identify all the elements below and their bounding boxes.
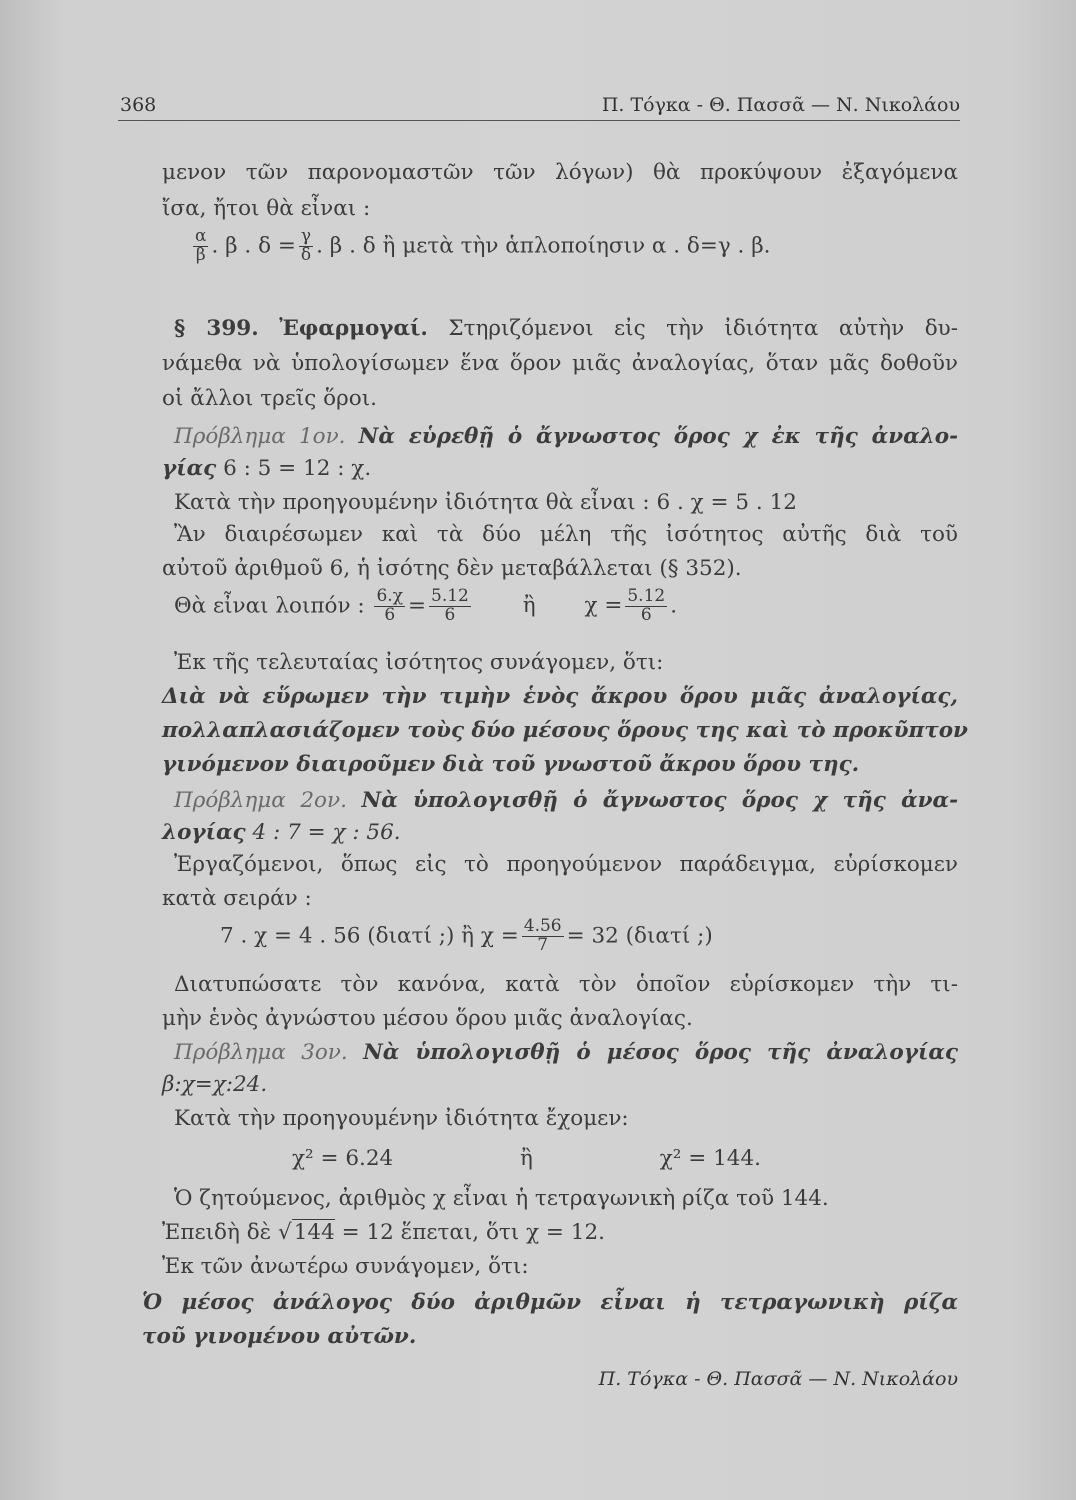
problem-3-title: Πρόβλημα 3ον. Νὰ ὑπολογισθῇ ὁ μέσος ὅρος τῆς ἀναλογίας	[174, 1040, 958, 1065]
text-line: Κατὰ τὴν προηγουμένην ἰδιότητα θὰ εἶναι : 6 . χ = 5 . 12	[174, 490, 797, 515]
problem-1-title: Πρόβλημα 1ον. Νὰ εὑρεθῇ ὁ ἄγνωστος ὅρος χ ἐκ τῆς ἀναλο-	[174, 424, 959, 449]
section-399-heading: § 399. Ἐφαρμογαί. Στηριζόμενοι εἰς τὴν ἰδιότητα αὐτὴν δυ-	[174, 316, 958, 341]
text-line: κατὰ σειράν :	[162, 886, 312, 911]
equation-1: $\frac{\alpha}{\beta}$ . β . δ = $\frac{\gamma}{\delta}$ . β . δ ἢ μετὰ τὴν ἁπλοποίησιν α . δ=γ . β.	[195, 226, 771, 265]
problem-2-title: Πρόβλημα 2ον. Νὰ ὑπολογισθῇ ὁ ἄγνωστος ὅρος χ τῆς ἀνα-	[174, 788, 958, 813]
problem-3-equation: β:χ=χ:24.	[162, 1072, 268, 1097]
fraction: $\frac{\alpha}{\beta}$	[195, 226, 207, 265]
equation-3: 7 . χ = 4 . 56 (διατί ;) ἢ χ = $\frac{4.56}{7}$ = 32 (διατί ;)	[220, 916, 713, 955]
text-line: Κατὰ τὴν προηγουμένην ἰδιότητα ἔχομεν:	[174, 1106, 629, 1131]
problem-2-title-cont: λογίας 4 : 7 = χ : 56.	[162, 820, 401, 845]
text-line: Διατυπώσατε τὸν κανόνα, κατὰ τὸν ὁποῖον εὑρίσκομεν τὴν τι-	[174, 972, 958, 997]
text-line: Ἐργαζόμενοι, ὅπως εἰς τὸ προηγούμενον παράδειγμα, εὑρίσκομεν	[174, 852, 958, 877]
equation-2: Θὰ εἶναι λοιπόν : $\frac{6.\chi}{6}$ = $\frac{5.12}{6}$ ἢ χ = $\frac{5.12}{6}$ .	[174, 586, 678, 625]
text-line: οἱ ἄλλοι τρεῖς ὅροι.	[162, 386, 377, 411]
text-line: Ἐκ τῆς τελευταίας ἰσότητος συνάγομεν, ὅτι:	[174, 650, 664, 675]
rule-line: Ὁ μέσος ἀνάλογος δύο ἀριθμῶν εἶναι ἡ τετραγωνικὴ ρίζα	[142, 1290, 958, 1315]
fraction: $\frac{6.\chi}{6}$	[376, 586, 403, 625]
fraction: $\frac{5.12}{6}$	[431, 586, 469, 625]
equation-4: χ² = 6.24 ἢ χ² = 144.	[292, 1146, 761, 1171]
footer-authors: Π. Τόγκα - Θ. Πασσᾶ — Ν. Νικολάου	[598, 1368, 958, 1390]
fraction: $\frac{5.12}{6}$	[627, 586, 666, 625]
running-header	[118, 94, 960, 121]
header-authors: Π. Τόγκα - Θ. Πασσᾶ — Ν. Νικολάου	[601, 94, 960, 116]
text-line: αὐτοῦ ἀριθμοῦ 6, ἡ ἰσότης δὲν μεταβάλλεται (§ 352).	[162, 556, 742, 581]
fraction: $\frac{4.56}{7}$	[523, 916, 562, 955]
sqrt-line: Ἐπειδὴ δὲ √144 = 12 ἕπεται, ὅτι χ = 12.	[162, 1220, 605, 1245]
text-line: μενον τῶν παρονομαστῶν τῶν λόγων) θὰ προκύψουν ἐξαγόμενα	[162, 160, 958, 185]
page-number: 368	[120, 94, 157, 116]
rule-line: Διὰ νὰ εὕρωμεν τὴν τιμὴν ἑνὸς ἄκρου ὅρου μιᾶς ἀναλογίας,	[162, 684, 958, 709]
text-line: Ἐκ τῶν ἀνωτέρω συνάγομεν, ὅτι:	[162, 1254, 529, 1279]
rule-line: τοῦ γινομένου αὐτῶν.	[142, 1324, 417, 1349]
text-line: Ἂν διαιρέσωμεν καὶ τὰ δύο μέλη τῆς ἰσότητος αὐτῆς διὰ τοῦ	[174, 522, 958, 547]
text-line: μὴν ἑνὸς ἀγνώστου μέσου ὅρου μιᾶς ἀναλογίας.	[162, 1006, 693, 1031]
text-line: νάμεθα νὰ ὑπολογίσωμεν ἕνα ὅρον μιᾶς ἀναλογίας, ὅταν μᾶς δοθοῦν	[162, 351, 958, 376]
text-line: ἴσα, ἤτοι θὰ εἶναι :	[162, 196, 371, 221]
rule-line: γινόμενον διαιροῦμεν διὰ τοῦ γνωστοῦ ἄκρου ὅρου της.	[162, 752, 860, 777]
text-line: Ὁ ζητούμενος, ἀριθμὸς χ εἶναι ἡ τετραγωνικὴ ρίζα τοῦ 144.	[174, 1186, 829, 1211]
rule-line: πολλαπλασιάζομεν τοὺς δύο μέσους ὅρους της καὶ τὸ προκῦπτον	[162, 718, 968, 743]
fraction: $\frac{\gamma}{\delta}$	[300, 226, 312, 265]
problem-1-title-cont: γίας 6 : 5 = 12 : χ.	[162, 456, 372, 481]
